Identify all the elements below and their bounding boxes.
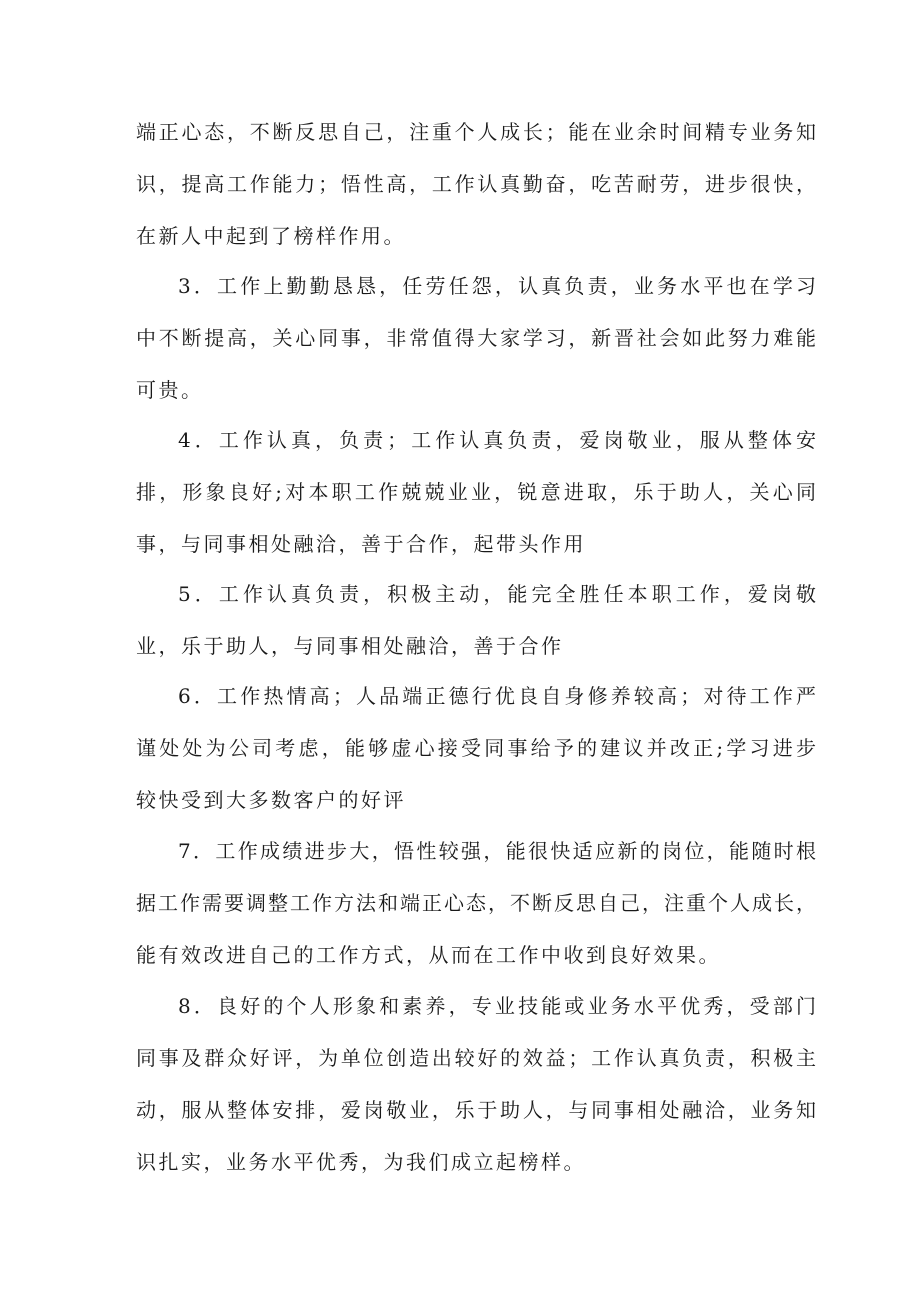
- paragraph-item-6: [136, 670, 816, 826]
- text-line: 4．工作认真，负责；工作认真负责，爱岗敬业，服从整体安: [178, 428, 816, 452]
- text-line: 8．良好的个人形象和素养，专业技能或业务水平优秀，受部门: [178, 994, 816, 1018]
- text-line: 可贵。: [136, 378, 204, 402]
- paragraph-item-4: [136, 414, 816, 570]
- paragraph-item-5: [136, 568, 816, 672]
- paragraph-continuation: [136, 106, 816, 262]
- text-line: 6．工作热情高；人品端正德行优良自身修养较高；对待工作严: [178, 684, 816, 708]
- text-line: 5．工作认真负责，积极主动，能完全胜任本职工作，爱岗敬: [178, 582, 816, 606]
- text-line: 识扎实，业务水平优秀，为我们成立起榜样。: [136, 1150, 586, 1174]
- text-line: 3．工作上勤勤恳恳，任劳任怨，认真负责，业务水平也在学习: [178, 274, 816, 298]
- text-line: 事，与同事相处融洽，善于合作，起带头作用: [136, 532, 586, 556]
- text-line: 7．工作成绩进步大，悟性较强，能很快适应新的岗位，能随时根: [178, 839, 816, 863]
- text-line: 同事及群众好评，为单位创造出较好的效益；工作认真负责，积极主: [136, 1046, 816, 1070]
- text-line: 能有效改进自己的工作方式，从而在工作中收到良好效果。: [136, 943, 721, 967]
- paragraph-item-3: [136, 260, 816, 416]
- text-line: 端正心态，不断反思自己，注重个人成长；能在业余时间精专业务知: [136, 120, 816, 144]
- text-line: 动，服从整体安排，爱岗敬业，乐于助人，与同事相处融洽，业务知: [136, 1098, 816, 1122]
- paragraph-item-7: [136, 825, 816, 981]
- text-line: 中不断提高，关心同事，非常值得大家学习，新晋社会如此努力难能: [136, 326, 816, 350]
- text-line: 业，乐于助人，与同事相处融洽，善于合作: [136, 634, 564, 658]
- text-line: 较快受到大多数客户的好评: [136, 788, 406, 812]
- paragraph-item-8: [136, 980, 816, 1188]
- text-line: 据工作需要调整工作方法和端正心态，不断反思自己，注重个人成长，: [136, 891, 816, 915]
- text-line: 谨处处为公司考虑，能够虚心接受同事给予的建议并改正;学习进步: [136, 736, 816, 760]
- text-line: 在新人中起到了榜样作用。: [136, 224, 406, 248]
- text-line: 识，提高工作能力；悟性高，工作认真勤奋，吃苦耐劳，进步很快，: [136, 172, 816, 196]
- text-line: 排，形象良好;对本职工作兢兢业业，锐意进取，乐于助人，关心同: [136, 480, 816, 504]
